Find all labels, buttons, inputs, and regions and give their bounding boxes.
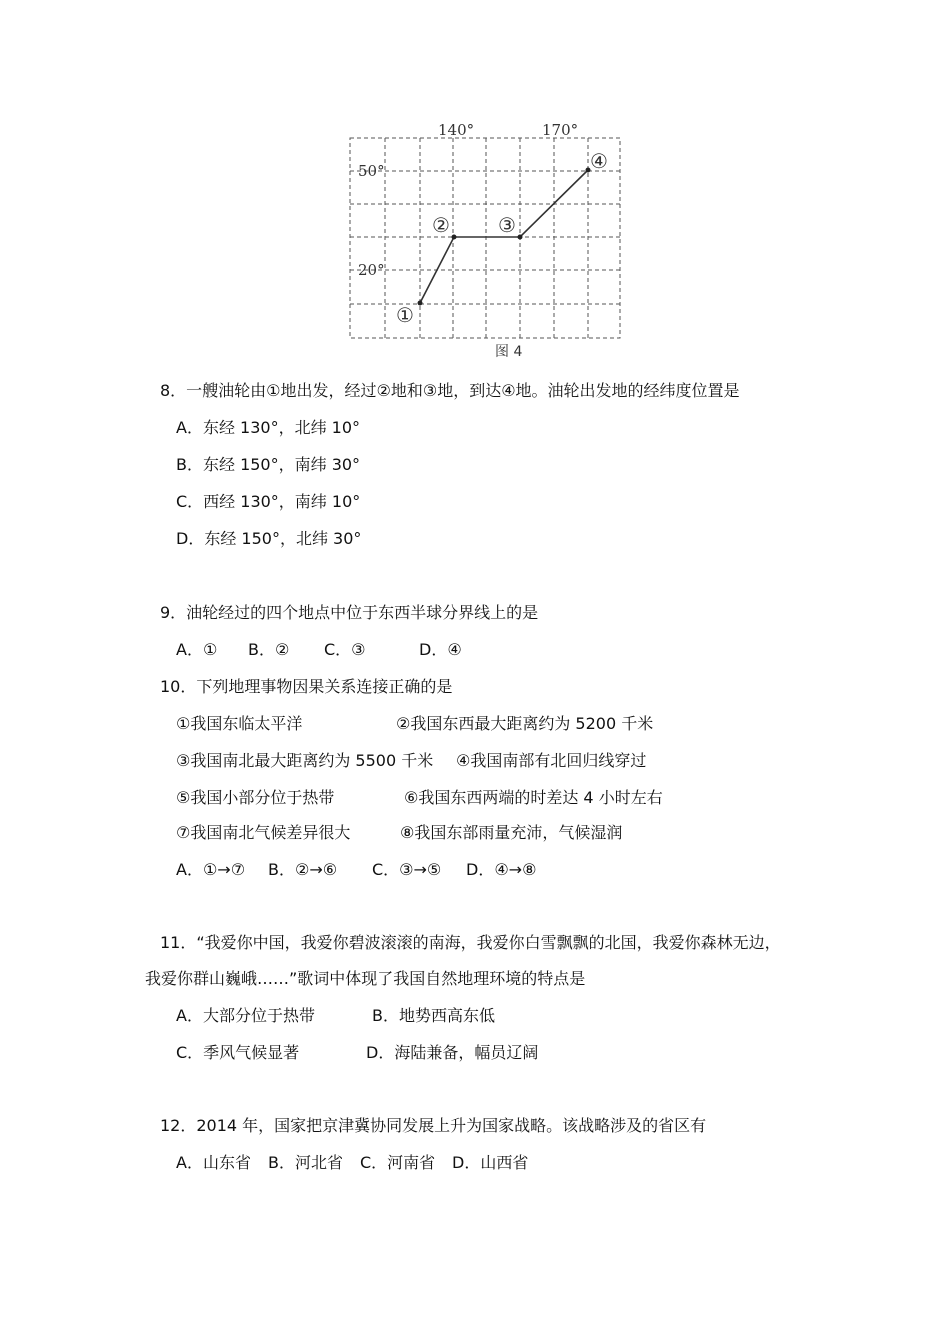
q12-option-b[interactable]: B．河北省 bbox=[268, 1153, 343, 1172]
q10-item-7: ⑦我国南北气候差异很大 bbox=[176, 823, 351, 842]
q10-option-a[interactable]: A．①→⑦ bbox=[176, 860, 246, 879]
q10-item-5: ⑤我国小部分位于热带 bbox=[176, 788, 335, 807]
q8-option-d[interactable]: D．东经 150°，北纬 30° bbox=[176, 529, 362, 548]
q10-item-8: ⑧我国东部雨量充沛，气候湿润 bbox=[400, 823, 623, 842]
q11-option-c[interactable]: C．季风气候显著 bbox=[176, 1043, 300, 1062]
q10-item-2: ②我国东西最大距离约为 5200 千米 bbox=[396, 714, 654, 733]
route-point-2 bbox=[452, 235, 457, 240]
q11-option-d[interactable]: D．海陆兼备，幅员辽阔 bbox=[366, 1043, 539, 1062]
q11-option-a[interactable]: A．大部分位于热带 bbox=[176, 1006, 315, 1025]
q11-stem-line2: 我爱你群山巍峨……”歌词中体现了我国自然地理环境的特点是 bbox=[145, 969, 586, 988]
q10-option-d[interactable]: D．④→⑧ bbox=[466, 860, 537, 879]
route-map-svg bbox=[340, 110, 640, 365]
lat-label-50: 50° bbox=[358, 162, 385, 180]
q10-item-1: ①我国东临太平洋 bbox=[176, 714, 303, 733]
q10-stem: 10．下列地理事物因果关系连接正确的是 bbox=[160, 677, 453, 696]
lat-label-20: 20° bbox=[358, 261, 385, 279]
q8-option-c[interactable]: C．西经 130°，南纬 10° bbox=[176, 492, 361, 511]
q8-option-b[interactable]: B．东经 150°，南纬 30° bbox=[176, 455, 361, 474]
point-label-2: ② bbox=[432, 213, 450, 237]
lon-label-170: 170° bbox=[542, 121, 579, 139]
q11-option-b[interactable]: B．地势西高东低 bbox=[372, 1006, 495, 1025]
q9-option-c[interactable]: C．③ bbox=[324, 640, 366, 659]
q10-option-b[interactable]: B．②→⑥ bbox=[268, 860, 338, 879]
route-point-1 bbox=[418, 301, 423, 306]
figure-caption: 图 4 bbox=[495, 344, 523, 360]
q10-option-c[interactable]: C．③→⑤ bbox=[372, 860, 442, 879]
point-label-4: ④ bbox=[590, 149, 608, 173]
q11-stem-line1: 11．“我爱你中国，我爱你碧波滚滚的南海，我爱你白雪飘飘的北国，我爱你森林无边， bbox=[160, 933, 781, 952]
q9-stem: 9．油轮经过的四个地点中位于东西半球分界线上的是 bbox=[160, 603, 539, 622]
q9-option-d[interactable]: D．④ bbox=[419, 640, 462, 659]
q12-option-c[interactable]: C．河南省 bbox=[360, 1153, 436, 1172]
q9-option-b[interactable]: B．② bbox=[248, 640, 290, 659]
point-label-1: ① bbox=[396, 303, 414, 327]
q10-item-3: ③我国南北最大距离约为 5500 千米 bbox=[176, 751, 434, 770]
q10-item-4: ④我国南部有北回归线穿过 bbox=[456, 751, 647, 770]
lon-label-140: 140° bbox=[438, 121, 475, 139]
q10-item-6: ⑥我国东西两端的时差达 4 小时左右 bbox=[404, 788, 663, 807]
route-map-figure bbox=[340, 110, 640, 365]
map-grid bbox=[350, 138, 620, 338]
q9-option-a[interactable]: A．① bbox=[176, 640, 218, 659]
q8-option-a[interactable]: A．东经 130°，北纬 10° bbox=[176, 418, 361, 437]
q12-stem: 12．2014 年，国家把京津冀协同发展上升为国家战略。该战略涉及的省区有 bbox=[160, 1116, 707, 1135]
q12-option-d[interactable]: D．山西省 bbox=[452, 1153, 529, 1172]
point-label-3: ③ bbox=[498, 213, 516, 237]
q12-option-a[interactable]: A．山东省 bbox=[176, 1153, 251, 1172]
q8-stem: 8．一艘油轮由①地出发，经过②地和③地，到达④地。油轮出发地的经纬度位置是 bbox=[160, 381, 740, 400]
route-point-3 bbox=[518, 235, 523, 240]
